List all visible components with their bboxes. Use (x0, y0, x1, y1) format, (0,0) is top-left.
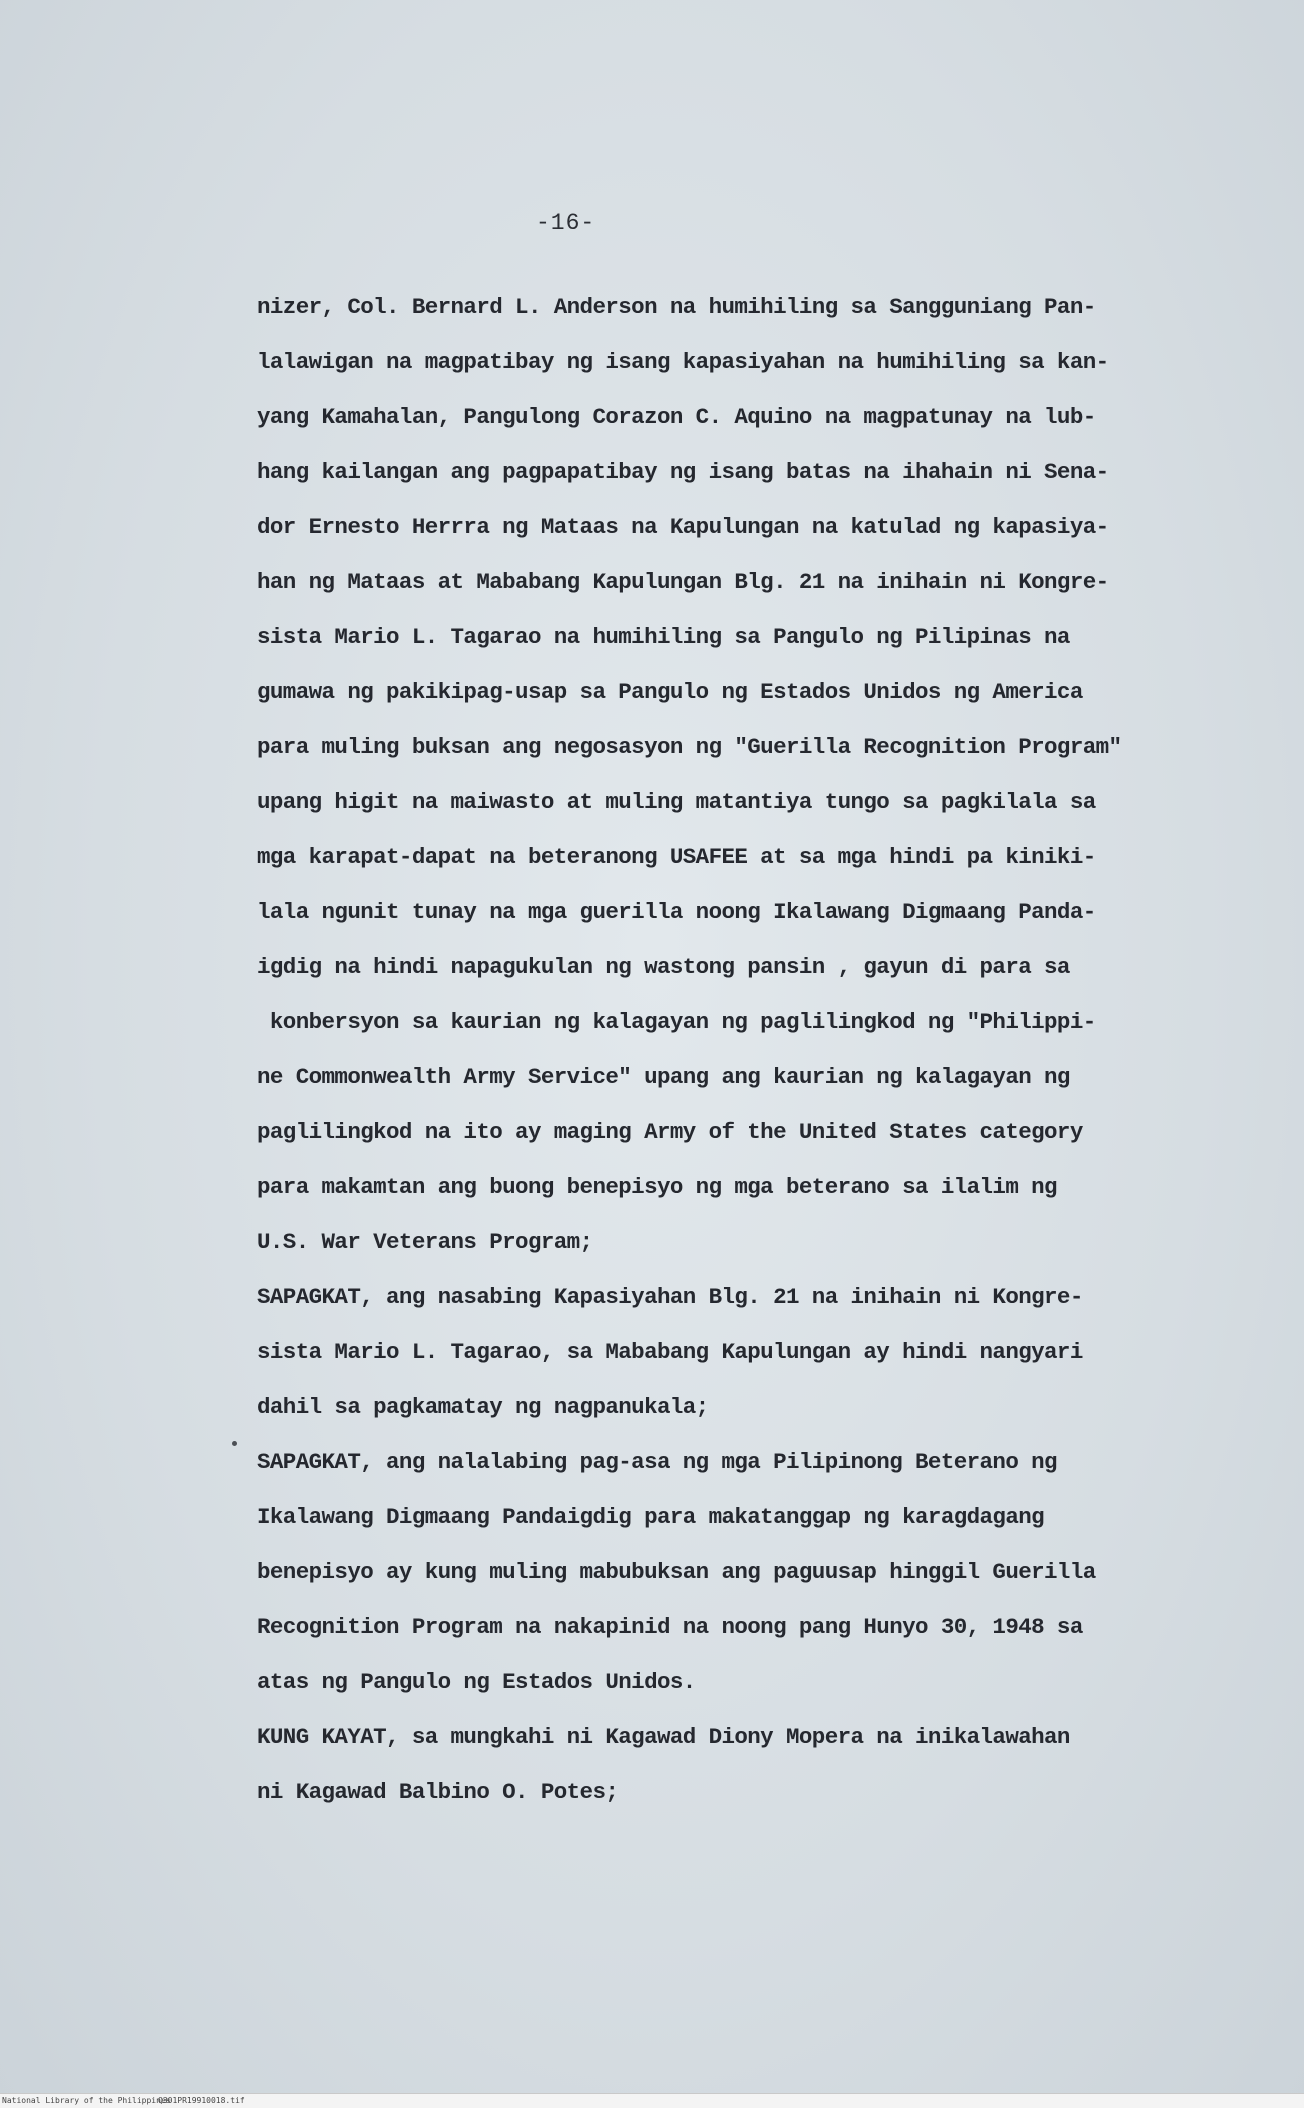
text-line: para makamtan ang buong benepisyo ng mga beterano sa ilalim ng (257, 1174, 1057, 1200)
text-line: lalawigan na magpatibay ng isang kapasiyahan na humihiling sa kan- (257, 349, 1109, 375)
text-line: SAPAGKAT, ang nalalabing pag-asa ng mga Pilipinong Beterano ng (257, 1449, 1057, 1475)
text-line: atas ng Pangulo ng Estados Unidos. (257, 1669, 696, 1695)
text-line: para muling buksan ang negosasyon ng "Guerilla Recognition Program" (257, 734, 1122, 760)
text-line: Ikalawang Digmaang Pandaigdig para makatanggap ng karagdagang (257, 1504, 1045, 1530)
text-line: sista Mario L. Tagarao na humihiling sa Pangulo ng Pilipinas na (257, 624, 1070, 650)
stray-mark (232, 1441, 237, 1446)
text-line: benepisyo ay kung muling mabubuksan ang paguusap hinggil Guerilla (257, 1559, 1096, 1585)
text-line: igdig na hindi napagukulan ng wastong pansin , gayun di para sa (257, 954, 1070, 980)
footer-source: National Library of the Philippines (2, 2096, 171, 2105)
text-line: upang higit na maiwasto at muling matantiya tungo sa pagkilala sa (257, 789, 1096, 815)
text-line: nizer, Col. Bernard L. Anderson na humihiling sa Sangguniang Pan- (257, 294, 1096, 320)
text-line: sista Mario L. Tagarao, sa Mababang Kapulungan ay hindi nangyari (257, 1339, 1083, 1365)
text-line: paglilingkod na ito ay maging Army of the United States category (257, 1119, 1083, 1145)
text-line: dor Ernesto Herrra ng Mataas na Kapulungan na katulad ng kapasiya- (257, 514, 1109, 540)
text-line: gumawa ng pakikipag-usap sa Pangulo ng Estados Unidos ng America (257, 679, 1083, 705)
text-line: lala ngunit tunay na mga guerilla noong Ikalawang Digmaang Panda- (257, 899, 1096, 925)
text-line: ne Commonwealth Army Service" upang ang kaurian ng kalagayan ng (257, 1064, 1070, 1090)
text-line: dahil sa pagkamatay ng nagpanukala; (257, 1394, 709, 1420)
text-line: ni Kagawad Balbino O. Potes; (257, 1779, 619, 1805)
text-line: konbersyon sa kaurian ng kalagayan ng paglilingkod ng "Philippi- (257, 1009, 1096, 1035)
text-line: han ng Mataas at Mababang Kapulungan Blg. 21 na inihain ni Kongre- (257, 569, 1109, 595)
text-line: U.S. War Veterans Program; (257, 1229, 593, 1255)
text-line: Recognition Program na nakapinid na noong pang Hunyo 30, 1948 sa (257, 1614, 1083, 1640)
body-text (257, 280, 1267, 1820)
text-line: KUNG KAYAT, sa mungkahi ni Kagawad Diony Mopera na inikalawahan (257, 1724, 1070, 1750)
scan-footer (0, 2093, 1304, 2108)
footer-filename: Q301PR19910018.tif (158, 2096, 245, 2105)
text-line: yang Kamahalan, Pangulong Corazon C. Aquino na magpatunay na lub- (257, 404, 1096, 430)
text-line: mga karapat-dapat na beteranong USAFEE at sa mga hindi pa kiniki- (257, 844, 1096, 870)
text-line: SAPAGKAT, ang nasabing Kapasiyahan Blg. 21 na inihain ni Kongre- (257, 1284, 1083, 1310)
page-number: -16- (536, 210, 596, 236)
text-line: hang kailangan ang pagpapatibay ng isang batas na ihahain ni Sena- (257, 459, 1109, 485)
